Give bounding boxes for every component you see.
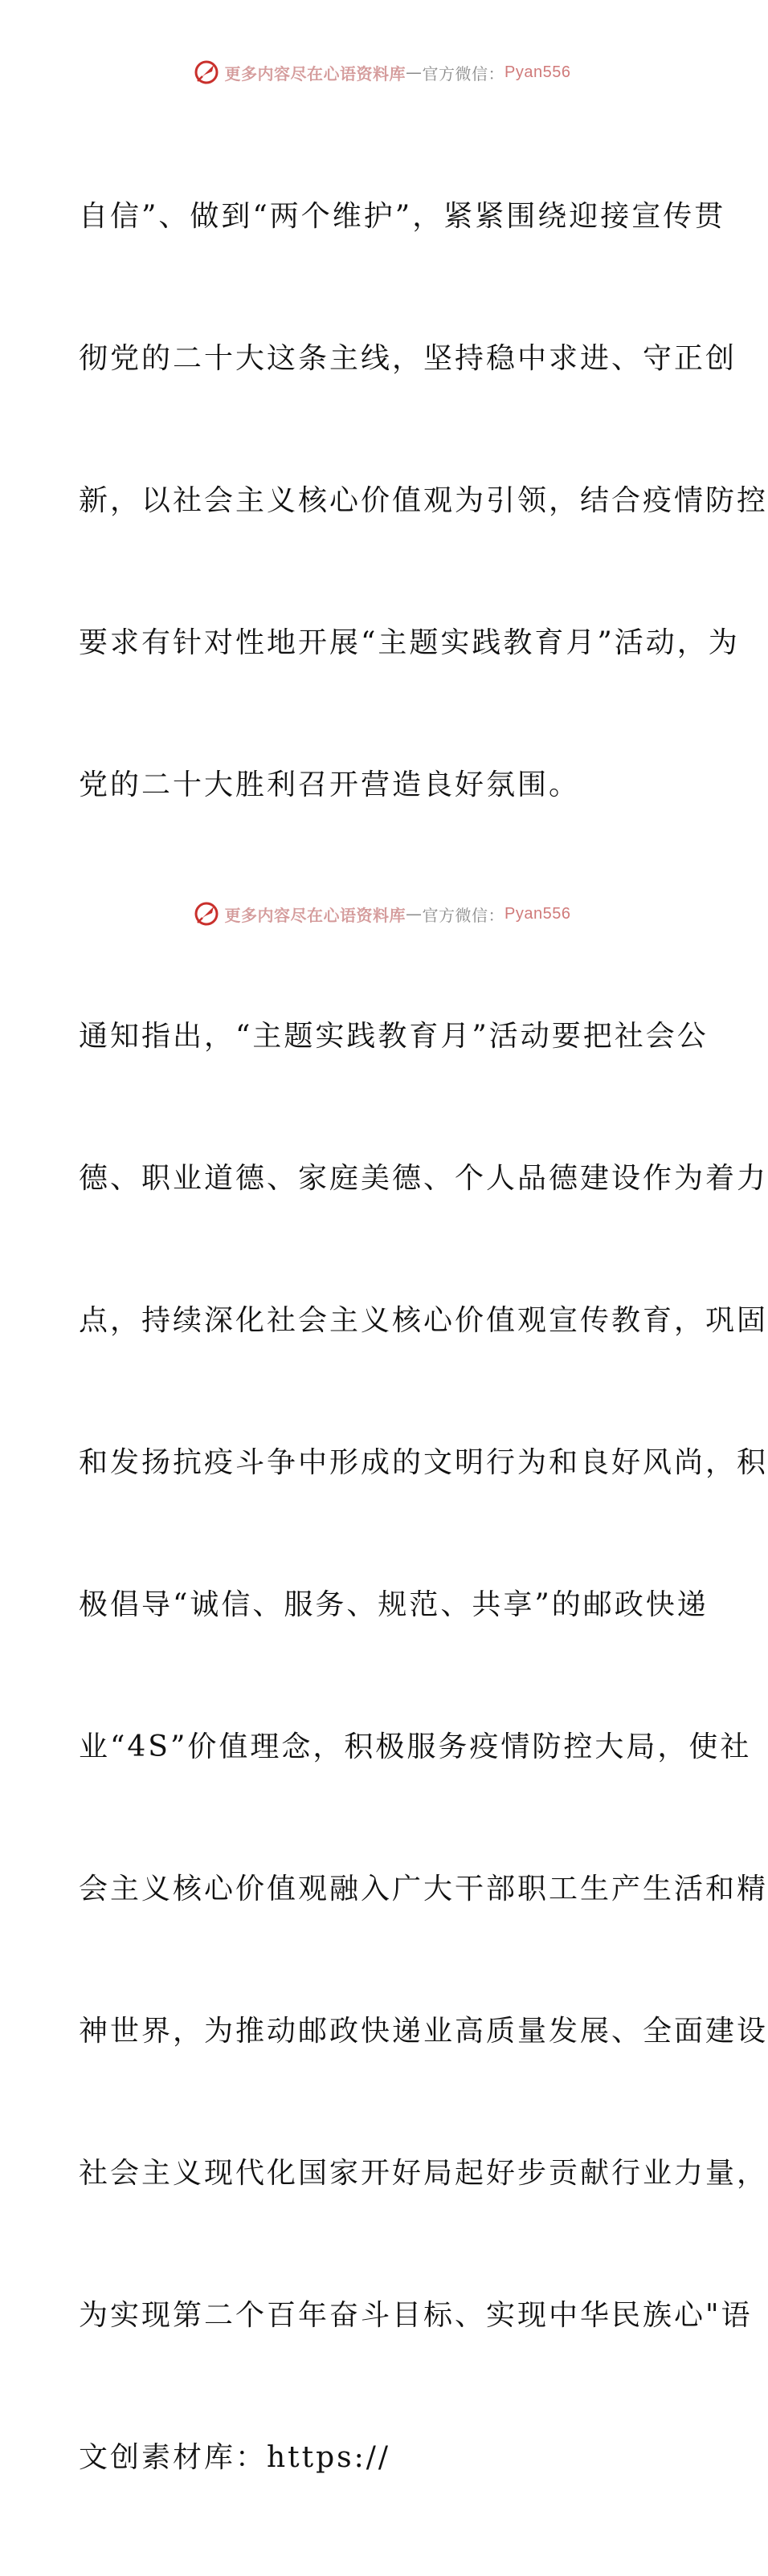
- banner-wechat-id: Pyan556: [505, 63, 571, 81]
- header-banner: [0, 55, 763, 90]
- text-line: 会主义核心价值观融入广大干部职工生产生活和精: [79, 1873, 768, 1906]
- banner-dash: —: [406, 63, 423, 82]
- text-line: 神世界，为推动邮政快递业高质量发展、全面建设: [79, 2015, 768, 2048]
- text-line: 要求有针对性地开展“主题实践教育月”活动，为: [79, 626, 740, 659]
- text-line: 极倡导“诚信、服务、规范、共享”的邮政快递: [79, 1588, 709, 1621]
- text-line: 新，以社会主义核心价值观为引领，结合疫情防控: [79, 484, 768, 517]
- banner-brand-text: 更多内容尽在心语资料库: [224, 905, 406, 925]
- text-line: 和发扬抗疫斗争中形成的文明行为和良好风尚，积: [79, 1446, 768, 1479]
- text-line: 业“4S”价值理念，积极服务疫情防控大局，使社: [79, 1730, 752, 1763]
- banner-wechat-label: 官方微信：: [422, 905, 505, 925]
- footer-banner: [0, 896, 763, 931]
- text-line: 为实现第二个百年奋斗目标、实现中华民族心"语: [79, 2299, 753, 2332]
- paragraph-1: [79, 98, 768, 903]
- quill-circle-logo-icon: [193, 900, 220, 927]
- banner-brand-text: 更多内容尽在心语资料库: [224, 63, 406, 84]
- banner-wechat-id: Pyan556: [505, 904, 571, 923]
- text-line: 社会主义现代化国家开好局起好步贡献行业力量，: [79, 2157, 768, 2190]
- quill-circle-logo-icon: [193, 59, 220, 86]
- text-line: 通知指出，“主题实践教育月”活动要把社会公: [79, 1020, 709, 1053]
- paragraph-2: [79, 918, 768, 2576]
- text-line: 德、职业道德、家庭美德、个人品德建设作为着力: [79, 1162, 768, 1195]
- text-line: 彻党的二十大这条主线，坚持稳中求进、守正创: [79, 342, 737, 375]
- banner-dash: —: [406, 904, 423, 923]
- text-line: 点，持续深化社会主义核心价值观宣传教育，巩固: [79, 1304, 768, 1337]
- text-line: 文创素材库：https://: [79, 2441, 391, 2474]
- text-line: 自信”、做到“两个维护”，紧紧围绕迎接宣传贯: [79, 200, 726, 233]
- text-line: 党的二十大胜利召开营造良好氛围。: [79, 768, 581, 801]
- document-body: [79, 98, 768, 2576]
- banner-wechat-label: 官方微信：: [422, 63, 505, 84]
